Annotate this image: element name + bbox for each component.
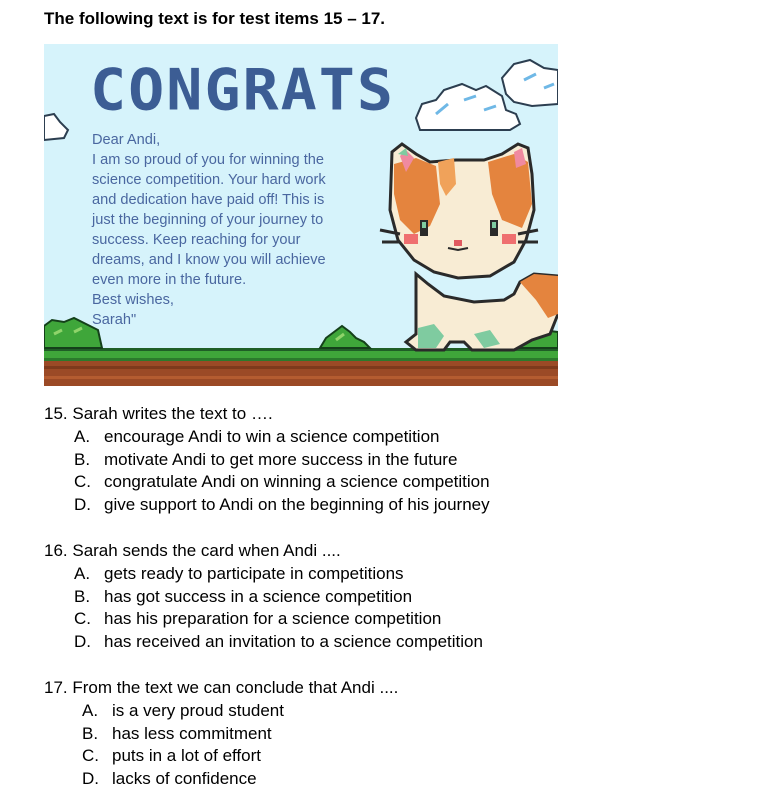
option-text: puts in a lot of effort [112,746,261,766]
letter-line: just the beginning of your journey to [92,212,324,228]
option-text: is a very proud student [112,700,284,720]
answer-option-a[interactable] [44,426,490,449]
option-text: has his preparation for a science competition [104,609,442,629]
option-letter: B. [74,449,91,469]
card-letter [92,130,382,330]
option-text: lacks of confidence [112,769,257,789]
question-17 [44,677,398,791]
option-text: has received an invitation to a science competition [104,632,483,652]
option-text: encourage Andi to win a science competition [104,426,440,446]
answer-option-c[interactable] [44,471,490,494]
cloud-icon [416,60,558,130]
question-stem: 15. Sarah writes the text to …. [44,404,273,423]
answer-option-d[interactable] [44,494,490,517]
option-letter: D. [82,769,99,789]
cat-illustration-icon [380,144,558,350]
letter-line: dreams, and I know you will achieve [92,252,326,268]
option-letter: B. [82,723,99,743]
option-text: gets ready to participate in competitions [104,563,404,583]
option-letter: C. [74,609,91,629]
option-text: has got success in a science competition [104,586,413,606]
answer-option-d[interactable] [44,768,398,791]
option-letter: A. [74,426,91,446]
section-heading: The following text is for test items 15 – 17. [44,9,386,28]
answer-option-b[interactable] [44,586,483,609]
letter-line: Sarah" [92,312,137,328]
question-16 [44,540,483,654]
letter-line: Best wishes, [92,292,174,308]
option-letter: C. [82,746,99,766]
question-stem: 16. Sarah sends the card when Andi .... [44,541,341,560]
congrats-card-image [44,44,558,386]
option-letter: D. [74,632,91,652]
answer-option-c[interactable] [44,608,483,631]
option-letter: B. [74,586,91,606]
answer-option-b[interactable] [44,723,398,746]
option-letter: C. [74,472,91,492]
letter-line: I am so proud of you for winning the [92,152,325,168]
letter-line: science competition. Your hard work [92,172,326,188]
letter-line: even more in the future. [92,272,247,288]
letter-line: success. Keep reaching for your [92,232,301,248]
option-text: congratulate Andi on winning a science competition [104,472,490,492]
option-text: has less commitment [112,723,272,743]
question-15 [44,403,490,517]
option-text: motivate Andi to get more success in the future [104,449,458,469]
option-letter: A. [82,700,99,720]
answer-option-b[interactable] [44,449,490,472]
letter-line: and dedication have paid off! This is [92,192,325,208]
card-title: CONGRATS [90,57,395,124]
answer-option-d[interactable] [44,631,483,654]
letter-line: Dear Andi, [92,132,161,148]
option-text: give support to Andi on the beginning of his journey [104,495,490,515]
option-letter: A. [74,563,91,583]
option-letter: D. [74,495,91,515]
question-stem: 17. From the text we can conclude that Andi .... [44,678,399,697]
answer-option-a[interactable] [44,700,398,723]
cloud-left-icon [44,114,68,140]
answer-option-a[interactable] [44,563,483,586]
answer-option-c[interactable] [44,745,398,768]
